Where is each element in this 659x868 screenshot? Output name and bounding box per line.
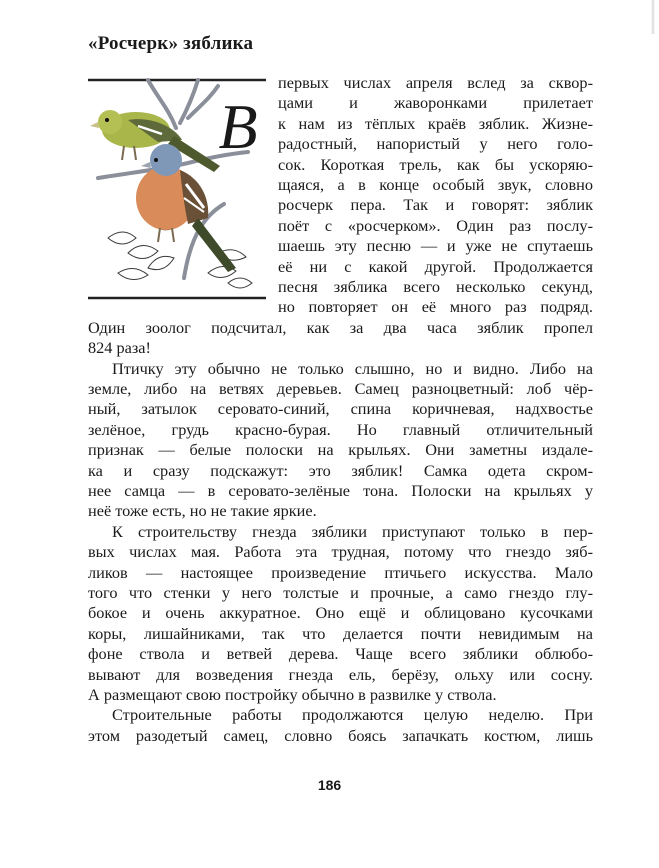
text-line: Один зоолог подсчитал, как за два часа зяблик пропел xyxy=(88,317,593,337)
leaves xyxy=(108,218,252,288)
text-line: но повторяет он её много раз подряд. xyxy=(278,297,593,317)
text-line: песня зяблика всего несколько секунд, xyxy=(278,277,593,296)
text-line: ка и сразу подскажут: это зяблик! Самка одета скром- xyxy=(88,460,593,480)
text-line: поёт с «росчерком». Один раз послу- xyxy=(278,215,593,235)
text-line: того что стенки у него толстые и прочные, а само гнездо глу- xyxy=(88,583,593,602)
text-line: её ни с какой другой. Продолжается xyxy=(278,256,593,276)
text-line: первых числах апреля вслед за сквор- xyxy=(278,73,593,92)
text-line: ликов — настоящее произведение птичьего искусства. Мало xyxy=(88,562,593,582)
text-line: 824 раза! xyxy=(88,338,151,358)
page-number: 186 xyxy=(317,777,342,793)
text-line: зелёное, грудь красно-бурая. Но главный отличительный xyxy=(88,419,593,439)
text-line: вывают для возведения гнезда ель, берёзу, ольху или сосну. xyxy=(88,664,593,684)
text-line: сок. Короткая трель, как бы ускоряю- xyxy=(278,154,593,174)
text-line: радостный, напористый у него голо- xyxy=(278,134,593,154)
text-line: щаяся, а в конце особый звук, словно xyxy=(278,175,593,194)
drop-cap: В xyxy=(218,91,258,162)
page-edge xyxy=(651,0,655,34)
text-line: этом разодетый самец, словно боясь запачкать костюм, лишь xyxy=(88,725,593,745)
text-line: Строительные работы продолжаются целую неделю. При xyxy=(112,705,593,725)
text-line: А размещают свою постройку обычно в развилке у ствола. xyxy=(88,685,497,704)
text-line: нее самца — в серовато-зелёные тона. Полоски на крыльях у xyxy=(88,481,593,500)
text-line: признак — белые полоски на крыльях. Они заметны издале- xyxy=(88,440,593,460)
text-line: бокое и очень аккуратное. Оно ещё и облицовано кусочками xyxy=(88,603,593,623)
chaffinch-illustration xyxy=(88,78,266,300)
text-line: к нам из тёплых краёв зяблик. Жизне- xyxy=(278,113,593,133)
text-line: вых числах мая. Работа эта трудная, потому что гнездо зяб- xyxy=(88,542,593,562)
text-line: коры, лишайниками, так что делается почти невидимым на xyxy=(88,623,593,643)
text-line: неё тоже есть, но не такие яркие. xyxy=(88,501,317,521)
text-line: фоне ствола и ветвей дерева. Чаще всего зяблики облюбо- xyxy=(88,644,593,664)
text-line: земле, либо на ветвях деревьев. Самец разноцветный: лоб чёр- xyxy=(88,379,593,398)
text-line: ный, затылок серовато-синий, спина коричневая, надхвостье xyxy=(88,399,593,419)
text-line: росчерк пера. Так и говорят: зяблик xyxy=(278,195,593,215)
article-title: «Росчерк» зяблика xyxy=(88,33,254,54)
text-line: шаешь эту песню — и уже не спутаешь xyxy=(278,236,593,256)
text-line: К строительству гнезда зяблики приступают только в пер- xyxy=(112,521,593,541)
text-line: цами и жаворонками прилетает xyxy=(278,93,593,113)
text-line: Птичку эту обычно не только слышно, но и видно. Либо на xyxy=(112,358,593,378)
